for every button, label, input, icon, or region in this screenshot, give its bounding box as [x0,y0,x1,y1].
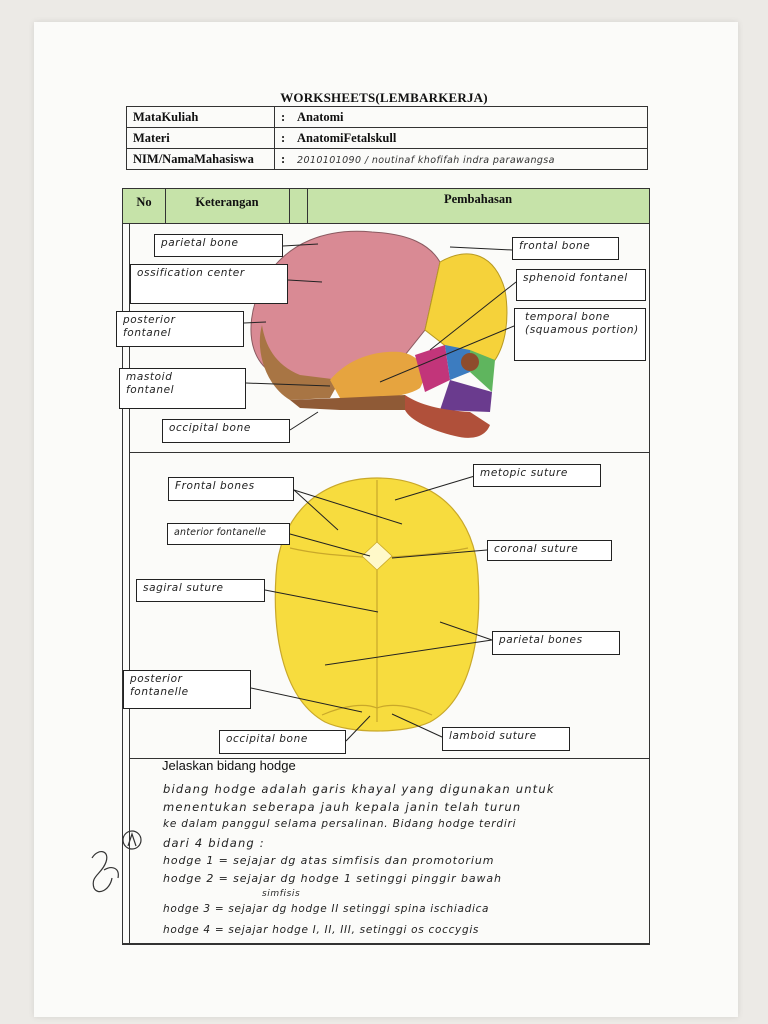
answer-line-1: bidang hodge adalah garis khayal yang digunakan untuk [163,782,555,796]
answer-line-6: hodge 2 = sejajar dg hodge 1 setinggi pinggir bawah [163,872,502,885]
question-text: Jelaskan bidang hodge [162,758,296,773]
label-parietal-bones: parietal bones [492,631,620,655]
subject-value: Anatomi [297,109,344,124]
label-occipital-bone-superior: occipital bone [219,730,346,754]
subject-value-cell: : Anatomi [275,107,648,128]
label-frontal-bones: Frontal bones [168,477,294,501]
answer-line-2: menentukan seberapa jauh kepala janin telah turun [163,800,522,814]
label-frontal-bone: frontal bone [512,237,619,260]
topic-label: Materi [127,128,275,149]
student-value-cell: : 2010101090 / noutinaf khofifah indra parawangsa [275,149,648,170]
label-coronal-suture: coronal suture [487,540,612,561]
topic-value-cell: : AnatomiFetalskull [275,128,648,149]
answer-line-9: hodge 4 = sejajar hodge I, II, III, setinggi os coccygis [163,924,480,936]
label-ossification-center: ossification center [130,264,288,304]
label-anterior-fontanelle: anterior fontanelle [167,523,290,545]
student-value: 2010101090 / noutinaf khofifah indra parawangsa [297,154,555,166]
label-posterior-fontanelle: posterior fontanelle [123,670,251,709]
header-pembahasan: Pembahasan [443,192,513,206]
answer-line-7: simfisis [262,889,301,899]
worksheet-title: WORKSHEETS(LEMBARKERJA) [280,90,488,105]
header-no: No [136,195,152,209]
student-label: NIM/NamaMahasiswa [127,149,275,170]
answer-line-3: ke dalam panggul selama persalinan. Bidang hodge terdiri [163,818,517,830]
label-metopic-suture: metopic suture [473,464,601,487]
lateral-skull-illustration [251,231,507,438]
label-temporal-bone: temporal bone (squamous portion) [514,308,646,361]
subject-label: MataKuliah [127,107,275,128]
label-occipital-bone-lateral: occipital bone [162,419,290,443]
signature-mark [92,831,141,892]
answer-line-4: dari 4 bidang : [163,836,265,850]
topic-value: AnatomiFetalskull [297,130,397,145]
header-keterangan: Keterangan [195,195,259,209]
answer-line-8: hodge 3 = sejajar dg hodge II setinggi spina ischiadica [163,903,490,915]
label-parietal-bone: parietal bone [154,234,283,257]
label-sphenoid-fontanel: sphenoid fontanel [516,269,646,301]
label-posterior-fontanel: posterior fontanel [116,311,244,347]
label-mastoid-fontanel: mastoid fontanel [119,368,246,409]
label-sagittal-suture: sagiral suture [136,579,265,602]
label-lamboid-suture: lamboid suture [442,727,570,751]
answer-line-5: hodge 1 = sejajar dg atas simfisis dan promotorium [163,854,495,867]
